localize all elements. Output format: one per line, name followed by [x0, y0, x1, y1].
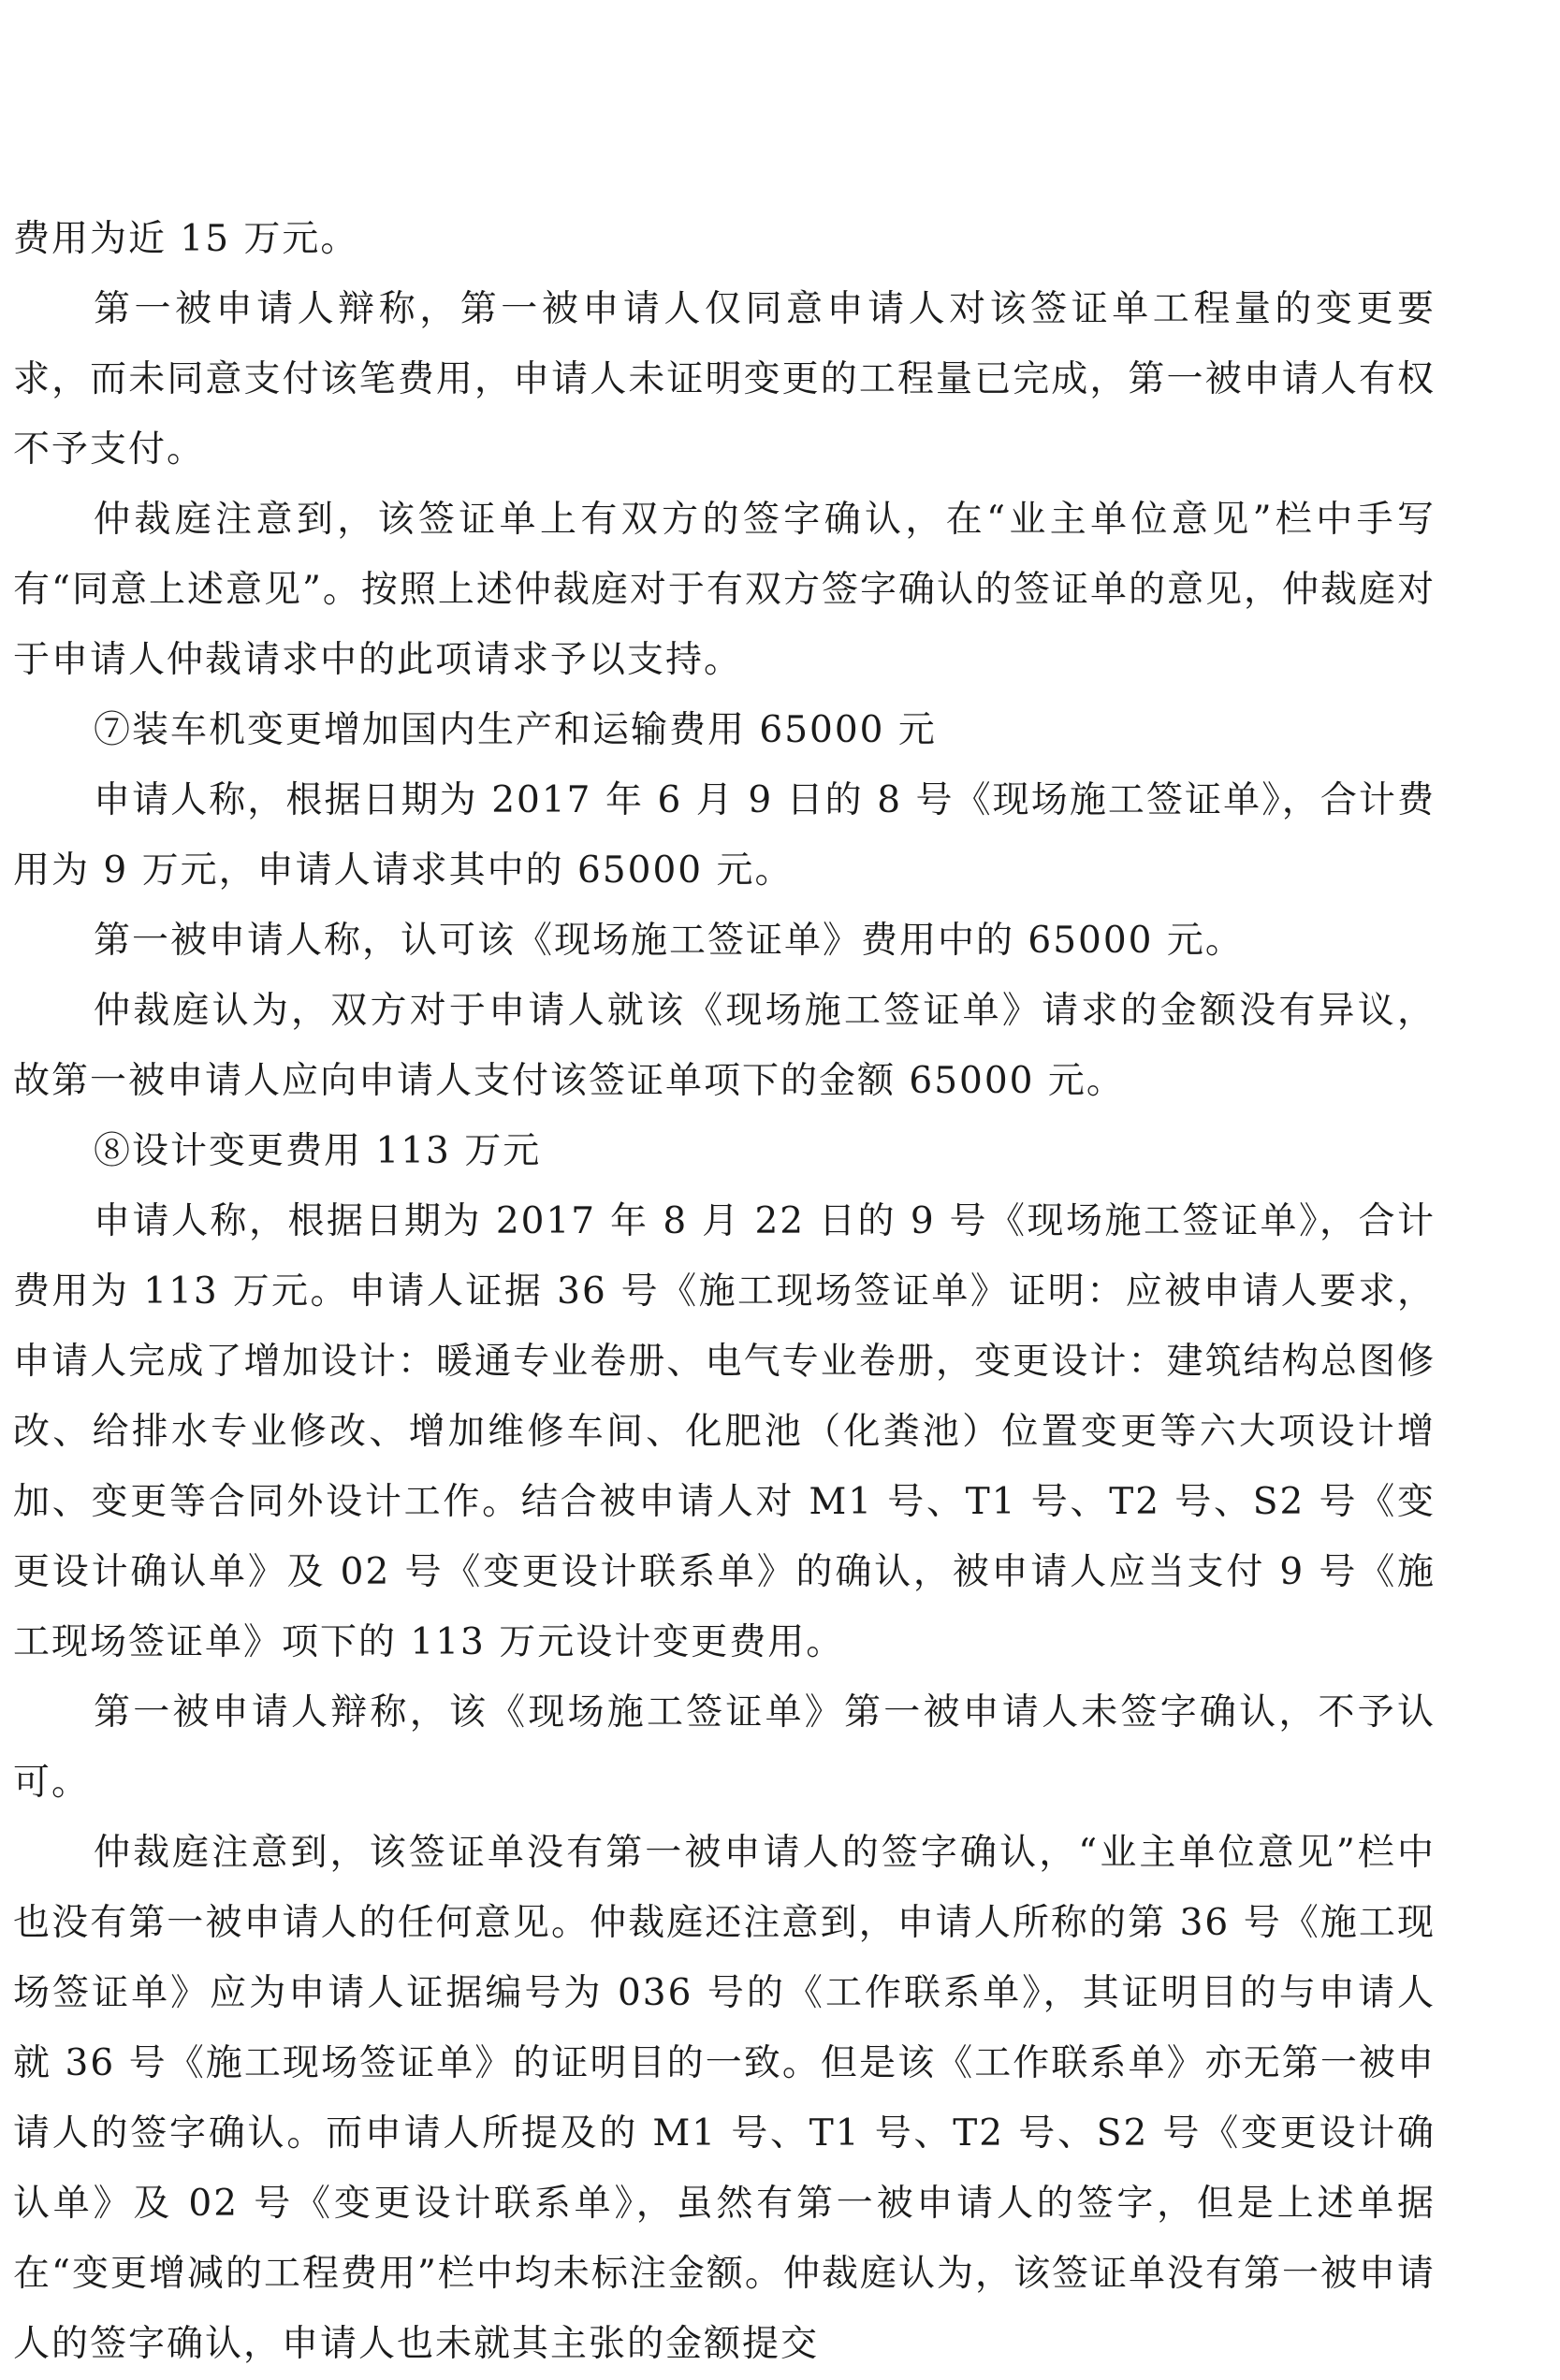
- paragraph-tribunal-finding-8: 仲裁庭注意到，该签证单没有第一被申请人的签字确认，“业主单位意见”栏中也没有第一被申请人的任何意见。仲裁庭还注意到，申请人所称的第 36 号《施工现场签证单》应为申请人证据编号为 036 号的《工作联系单》，其证明目的与申请人就 36 号《施工现场签证单》的证明目的一致。但是该《工作联系单》亦无第一被申请人的签字确认。而申请人所提及的 M1 号、T1 号、T2 号、S2 号《变更设计确认单》及 02 号《变更设计联系单》，虽然有第一被申请人的签字，但是上述单据在“变更增减的工程费用”栏中均未标注金额。仲裁庭认为，该签证单没有第一被申请人的签字确认，申请人也未就其主张的金额提交: [13, 1832, 1436, 2365]
- paragraph-claimant-claim-8: 申请人称，根据日期为 2017 年 8 月 22 日的 9 号《现场施工签证单》，合计费用为 113 万元。申请人证据 36 号《施工现场签证单》证明：应被申请人要求，申请人完成了增加设计：暖通专业卷册、电气专业卷册，变更设计：建筑结构总图修改、给排水专业修改、增加维修车间、化肥池（化粪池）位置变更等六大项设计增加、变更等合同外设计工作。结合被申请人对 M1 号、T1 号、T2 号、S2 号《变更设计确认单》及 02 号《变更设计联系单》的确认，被申请人应当支付 9 号《施工现场签证单》项下的 113 万元设计变更费用。: [13, 1200, 1436, 1663]
- item-heading-7: ⑦装车机变更增加国内生产和运输费用 65000 元: [94, 709, 937, 751]
- item-heading-8: ⑧设计变更费用 113 万元: [94, 1130, 542, 1172]
- document-body: [13, 204, 1436, 2379]
- paragraph-fee-continuation: 费用为近 15 万元。: [13, 218, 359, 260]
- paragraph-claimant-claim-7: 申请人称，根据日期为 2017 年 6 月 9 日的 8 号《现场施工签证单》，合计费用为 9 万元，申请人请求其中的 65000 元。: [13, 779, 1436, 892]
- paragraph-tribunal-finding: 仲裁庭注意到，该签证单上有双方的签字确认，在“业主单位意见”栏中手写有“同意上述意见”。按照上述仲裁庭对于有双方签字确认的签证单的意见，仲裁庭对于申请人仲裁请求中的此项请求予以支持。: [13, 499, 1436, 681]
- paragraph-tribunal-decision-7: 仲裁庭认为，双方对于申请人就该《现场施工签证单》请求的金额没有异议，故第一被申请人应向申请人支付该签证单项下的金额 65000 元。: [13, 990, 1436, 1102]
- paragraph-respondent-response-7: 第一被申请人称，认可该《现场施工签证单》费用中的 65000 元。: [94, 920, 1244, 962]
- paragraph-first-respondent-defense: 第一被申请人辩称，第一被申请人仅同意申请人对该签证单工程量的变更要求，而未同意支付该笔费用，申请人未证明变更的工程量已完成，第一被申请人有权不予支付。: [13, 288, 1436, 471]
- paragraph-respondent-defense-8: 第一被申请人辩称，该《现场施工签证单》第一被申请人未签字确认，不予认可。: [13, 1691, 1436, 1804]
